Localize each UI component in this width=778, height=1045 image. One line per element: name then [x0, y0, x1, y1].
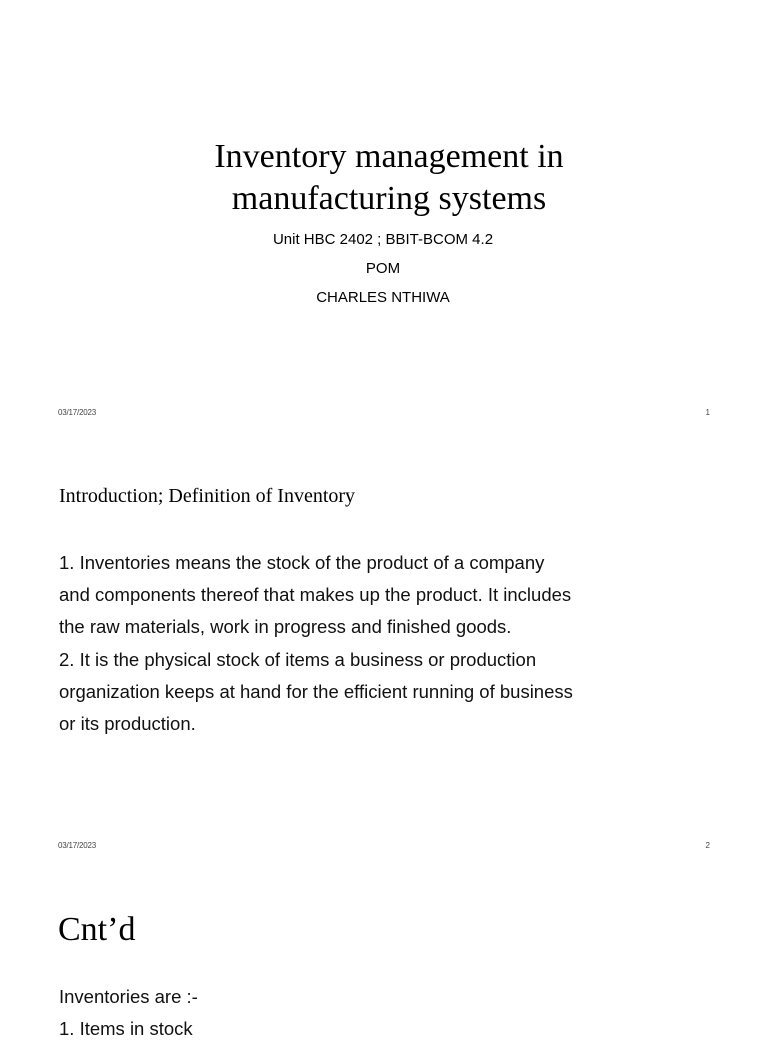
- slide-number: 1: [705, 408, 710, 417]
- body-line-2: 1. Items in stock: [59, 1018, 193, 1039]
- title-line-1: Inventory management in: [214, 138, 564, 175]
- course-name: POM: [365, 260, 401, 277]
- title-line-2: manufacturing systems: [231, 180, 547, 217]
- paragraph-2: 2. It is the physical stock of items a business or production organization keeps at hand for the efficient running of business or its production.: [59, 648, 573, 735]
- presentation-title: [0, 136, 778, 220]
- body-line-1: Inventories are :-: [59, 986, 198, 1007]
- paragraph-1: 1. Inventories means the stock of the product of a company and components thereof that makes up the product. It includes the raw materials, work in progress and finished goods.: [59, 552, 572, 638]
- slide-date: 03/17/2023: [58, 408, 97, 417]
- slide-date: 03/17/2023: [58, 841, 97, 850]
- slide-heading: Cnt’d: [58, 911, 136, 948]
- author-name: CHARLES NTHIWA: [316, 289, 450, 306]
- unit-code: Unit HBC 2402 ; BBIT-BCOM 4.2: [272, 231, 494, 248]
- slide-body: [59, 547, 579, 740]
- slide-1: [0, 0, 768, 433]
- slide-2: [0, 433, 768, 866]
- slide-3: [0, 866, 768, 1039]
- slide-number: 2: [705, 841, 710, 850]
- slide-body: [59, 981, 198, 1045]
- slide-heading: Introduction; Definition of Inventory: [59, 485, 356, 507]
